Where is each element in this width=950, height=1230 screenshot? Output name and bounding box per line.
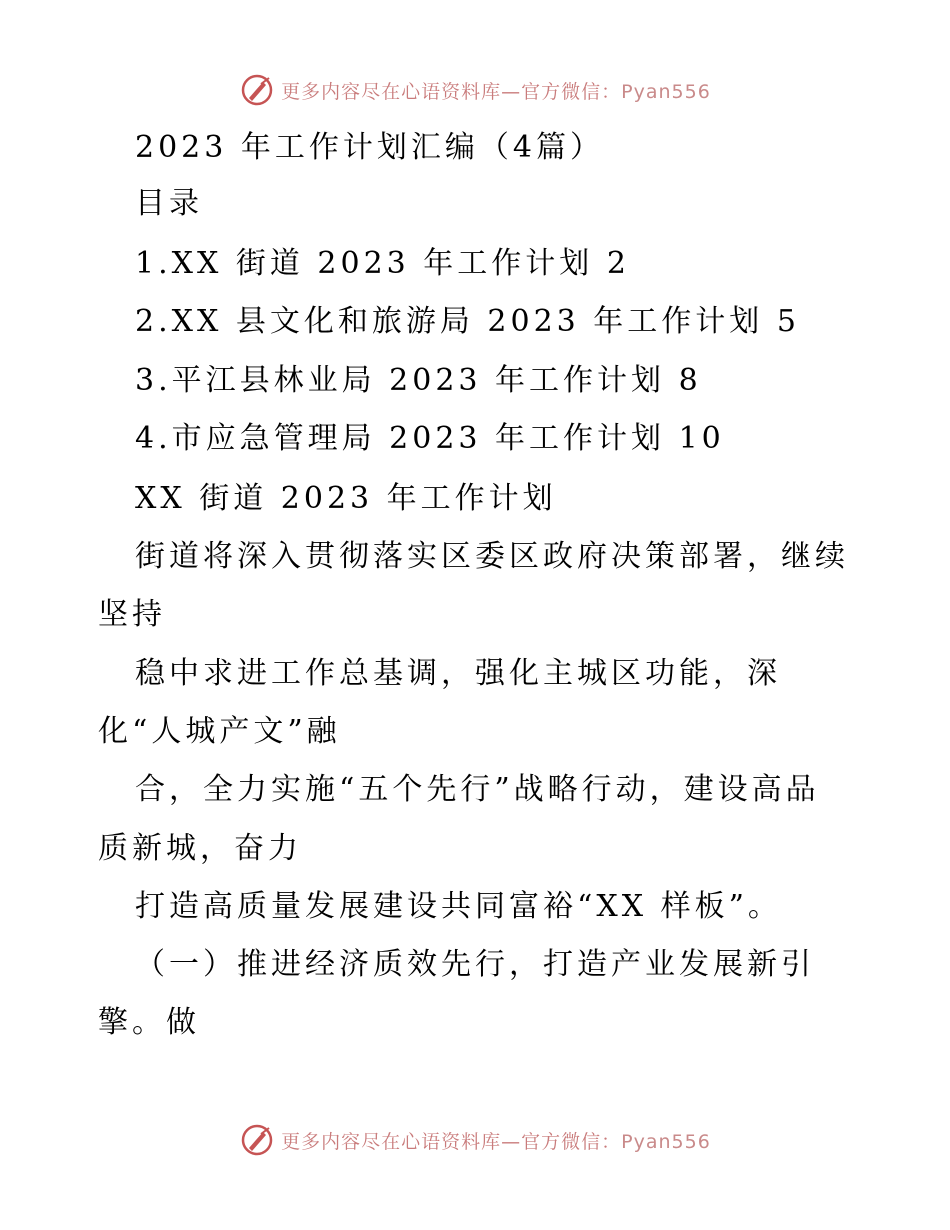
paragraph-line: 稳中求进工作总基调，强化主城区功能，深	[135, 656, 781, 691]
paragraph-line: 合，全力实施“五个先行”战略行动，建设高品	[135, 772, 820, 807]
watermark-text: 更多内容尽在心语资料库—官方微信：	[281, 1130, 622, 1153]
toc-item: 3.平江县林业局 2023 年工作计划 8	[135, 363, 702, 398]
paragraph-line: （一）推进经济质效先行，打造产业发展新引	[135, 947, 815, 982]
toc-item: 2.XX 县文化和旅游局 2023 年工作计划 5	[135, 304, 800, 339]
watermark-text: 更多内容尽在心语资料库—官方微信：	[281, 80, 622, 103]
watermark-id: Pyan556	[621, 80, 711, 103]
section-heading: XX 街道 2023 年工作计划	[135, 481, 557, 516]
pen-logo-icon	[239, 1122, 275, 1158]
document-title: 2023 年工作计划汇编（4篇）	[135, 130, 604, 165]
paragraph-line: 质新城，奋力	[98, 831, 302, 866]
watermark-id: Pyan556	[621, 1130, 711, 1153]
toc-item: 4.市应急管理局 2023 年工作计划 10	[135, 421, 725, 456]
toc-item: 1.XX 街道 2023 年工作计划 2	[135, 246, 630, 281]
pen-logo-icon	[239, 72, 275, 108]
toc-heading: 目录	[135, 186, 203, 221]
watermark-bottom	[0, 1118, 950, 1162]
paragraph-line: 打造高质量发展建设共同富裕“XX 样板”。	[135, 889, 782, 924]
paragraph-line: 坚持	[98, 597, 166, 632]
paragraph-line: 化“人城产文”融	[98, 714, 341, 749]
paragraph-line: 擎。做	[98, 1005, 200, 1040]
watermark-top	[0, 68, 950, 112]
paragraph-line: 街道将深入贯彻落实区委区政府决策部署，继续	[135, 539, 849, 574]
